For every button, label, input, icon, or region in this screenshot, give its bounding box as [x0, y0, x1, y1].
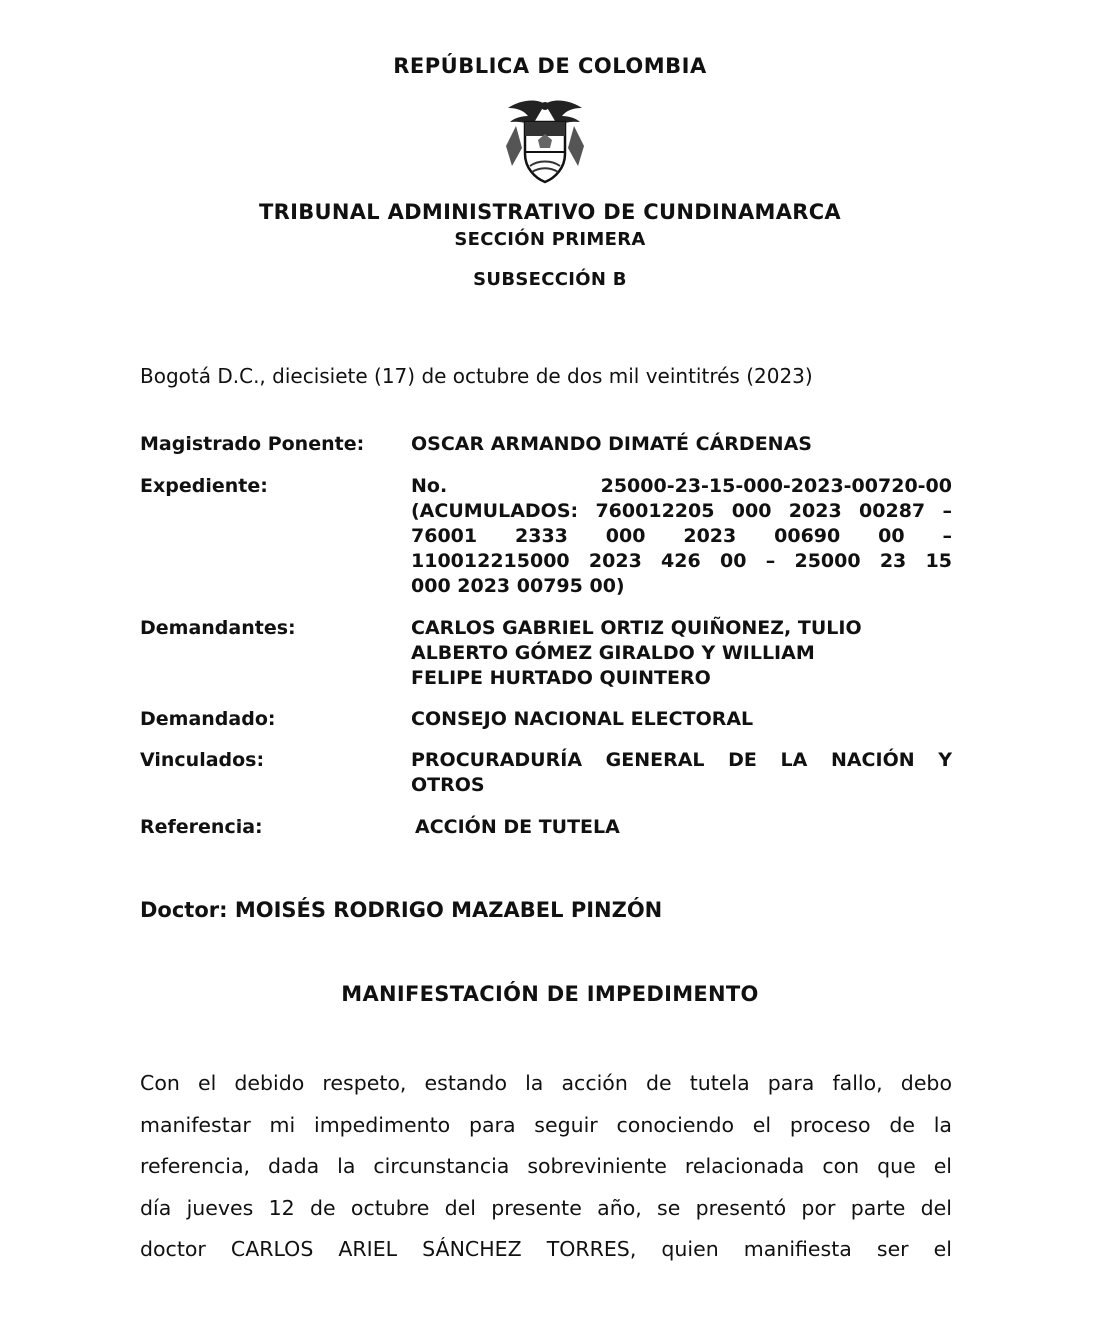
field-label: Vinculados: — [140, 749, 265, 771]
coat-of-arms-icon — [498, 96, 592, 186]
demandantes-line: CARLOS GABRIEL ORTIZ QUIÑONEZ, TULIO — [411, 617, 862, 639]
section-heading: SECCIÓN PRIMERA — [454, 229, 646, 250]
expediente-line: 110012215000 2023 426 00 – 25000 23 15 — [411, 550, 952, 572]
field-value: ACCIÓN DE TUTELA — [415, 816, 620, 838]
republic-heading: REPÚBLICA DE COLOMBIA — [393, 54, 707, 78]
subsection-heading: SUBSECCIÓN B — [473, 269, 627, 290]
demandantes-line: FELIPE HURTADO QUINTERO — [411, 667, 711, 689]
expediente-line: (ACUMULADOS: 760012205 000 2023 00287 – — [411, 500, 952, 522]
expediente-line: 76001 2333 000 2023 00690 00 – — [411, 525, 952, 547]
addressee: Doctor: MOISÉS RODRIGO MAZABEL PINZÓN — [140, 898, 663, 922]
date-line: Bogotá D.C., diecisiete (17) de octubre de dos mil veintitrés (2023) — [140, 364, 813, 388]
expediente-line: 000 2023 00795 00) — [411, 575, 625, 597]
body-line: referencia, dada la circunstancia sobreviniente relacionada con que el — [140, 1154, 952, 1178]
court-heading: TRIBUNAL ADMINISTRATIVO DE CUNDINAMARCA — [259, 200, 841, 224]
body-line: manifestar mi impedimento para seguir conociendo el proceso de la — [140, 1112, 952, 1137]
body-line: Con el debido respeto, estando la acción de tutela para fallo, debo — [140, 1071, 952, 1095]
field-label: Magistrado Ponente: — [140, 433, 365, 455]
vinculados-line: OTROS — [411, 774, 485, 796]
demandantes-line: ALBERTO GÓMEZ GIRALDO Y WILLIAM — [411, 642, 815, 664]
document-title: MANIFESTACIÓN DE IMPEDIMENTO — [341, 982, 759, 1006]
body-line: día jueves 12 de octubre del presente año, se presentó por parte del — [140, 1195, 952, 1220]
field-label: Referencia: — [140, 816, 263, 838]
body-paragraph — [140, 1063, 952, 1271]
field-label: Demandantes: — [140, 617, 296, 639]
expediente-number: 25000-23-15-000-2023-00720-00 — [600, 475, 952, 497]
vinculados-line: PROCURADURÍA GENERAL DE LA NACIÓN Y — [411, 749, 952, 771]
body-line: doctor CARLOS ARIEL SÁNCHEZ TORRES, quien manifiesta ser el — [140, 1237, 952, 1261]
field-value: CONSEJO NACIONAL ELECTORAL — [411, 708, 754, 730]
field-label: Demandado: — [140, 708, 276, 730]
field-value: OSCAR ARMANDO DIMATÉ CÁRDENAS — [411, 433, 812, 455]
expediente-prefix: No. — [411, 475, 448, 497]
field-label: Expediente: — [140, 475, 268, 497]
